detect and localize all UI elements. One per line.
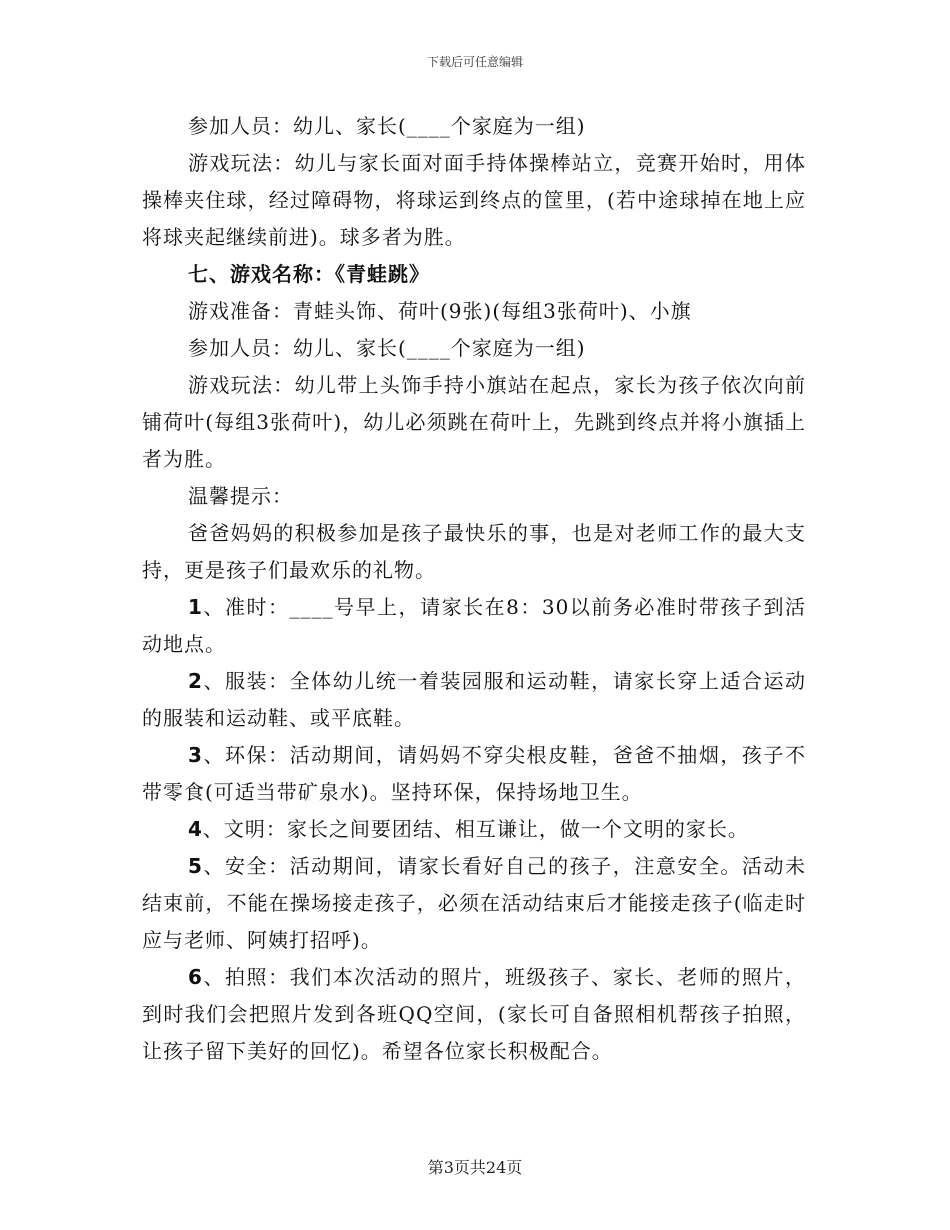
tip-item (142, 663, 806, 737)
tip-text: 、文明：家长之间要团结、相互谦让，做一个文明的家长。 (202, 817, 749, 841)
document-body (142, 108, 806, 1070)
tip-number: 4 (188, 817, 203, 841)
tip-number: 3 (188, 743, 203, 767)
game7-participants: 参加人员：幼儿、家长(____个家庭为一组) (188, 336, 586, 360)
tip-text: 、拍照：我们本次活动的照片，班级孩子、家长、老师的照片，到时我们会把照片发到各班QQ空间，(家长可自备照相机帮孩子拍照，让孩子留下美好的回忆)。希望各位家长积极配合。 (142, 965, 806, 1063)
tip-text: 、环保：活动期间，请妈妈不穿尖根皮鞋，爸爸不抽烟，孩子不带零食(可适当带矿泉水)。坚持环保，保持场地卫生。 (142, 743, 806, 804)
game7-title: 七、游戏名称：《青蛙跳》 (188, 262, 430, 286)
game6-rules: 游戏玩法：幼儿与家长面对面手持体操棒站立，竞赛开始时，用体操棒夹住球，经过障碍物，将球运到终点的筐里，(若中途球掉在地上应将球夹起继续前进)。球多者为胜。 (142, 151, 806, 249)
tip-item (142, 737, 806, 811)
game6-participants: 参加人员：幼儿、家长(____个家庭为一组) (188, 114, 586, 138)
tip-number: 2 (188, 669, 203, 693)
tip-item (142, 589, 806, 663)
game7-prep: 游戏准备：青蛙头饰、荷叶(9张)(每组3张荷叶)、小旗 (188, 299, 692, 323)
tip-text: 、安全：活动期间，请家长看好自己的孩子，注意安全。活动未结束前，不能在操场接走孩子，必须在活动结束后才能接走孩子(临走时应与老师、阿姨打招呼)。 (142, 854, 806, 952)
tip-item (142, 811, 806, 848)
tip-number: 6 (188, 965, 203, 989)
tip-text: 、服装：全体幼儿统一着装园服和运动鞋，请家长穿上适合运动的服装和运动鞋、或平底鞋。 (142, 669, 806, 730)
tip-text: 、准时：____号早上，请家长在8：30以前务必准时带孩子到活动地点。 (142, 595, 806, 656)
tip-item (142, 959, 806, 1070)
page-footer: 第3页共24页 (427, 1158, 523, 1177)
page-header: 下载后可任意编辑 (426, 55, 523, 69)
tip-item (142, 848, 806, 959)
tips-intro: 爸爸妈妈的积极参加是孩子最快乐的事，也是对老师工作的最大支持，更是孩子们最欢乐的礼物。 (142, 521, 806, 582)
tip-number: 5 (188, 854, 203, 878)
tips-title: 温馨提示： (188, 484, 293, 508)
game7-rules: 游戏玩法：幼儿带上头饰手持小旗站在起点，家长为孩子依次向前铺荷叶(每组3张荷叶)，幼儿必须跳在荷叶上，先跳到终点并将小旗插上者为胜。 (142, 373, 806, 471)
tip-number: 1 (188, 595, 203, 619)
